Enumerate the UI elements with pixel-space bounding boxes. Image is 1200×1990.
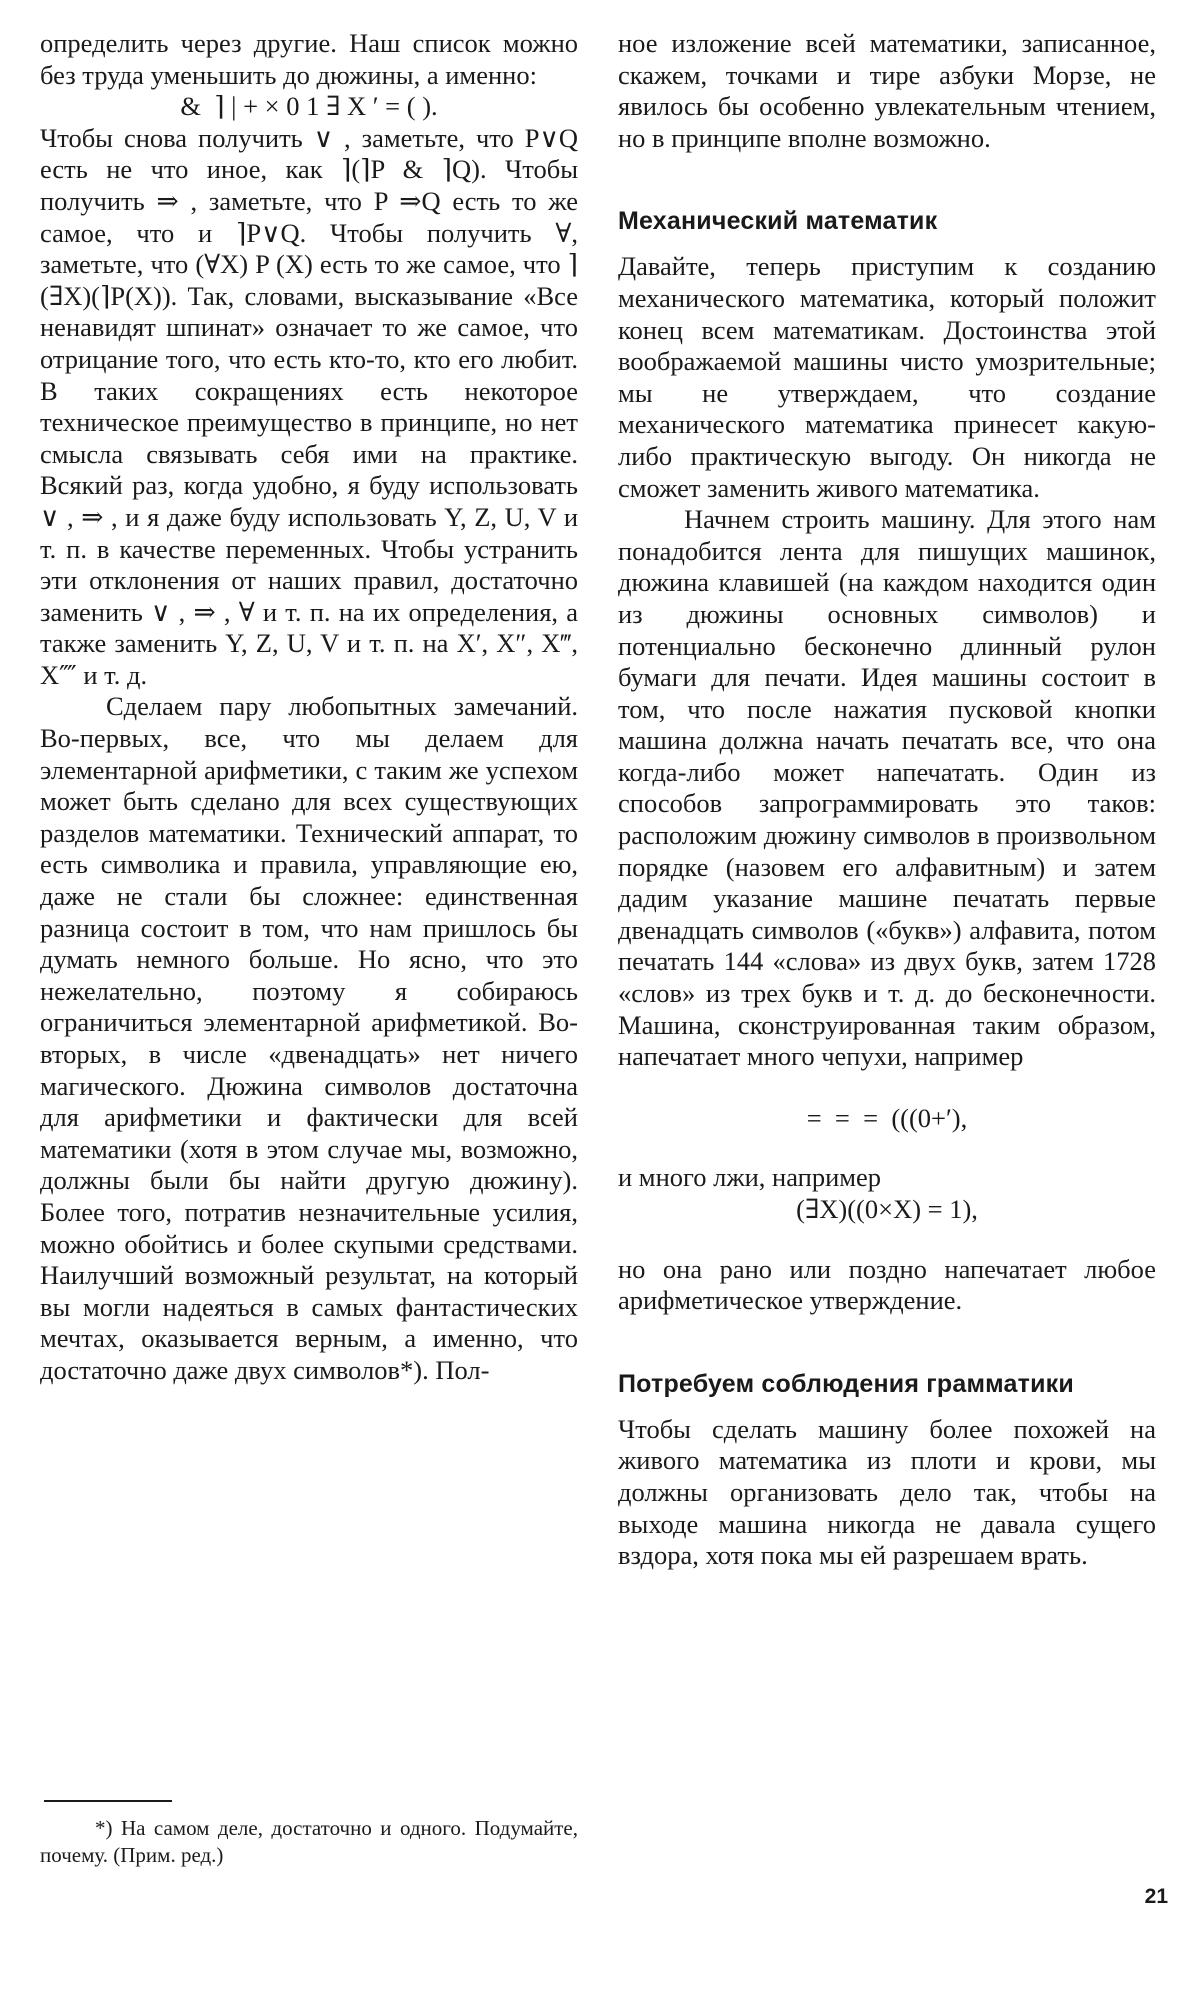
section-heading: Механический математик: [618, 207, 938, 236]
footnote: *) На самом деле, достаточно и одного. Подумайте, почему. (Прим. ред.): [40, 1816, 578, 1867]
paragraph: ное изложение всей математики, записанное, скажем, точками и тире азбуки Морзе, не явилось бы особенно увлекательным чтением, но в принципе вполне возможно.: [618, 28, 1156, 153]
paragraph: Сделаем пару любопытных замечаний. Во-первых, все, что мы делаем для элементарной арифметики, с таким же успехом может быть сделано для всех существующих разделов математики. Технический аппарат, то есть символика и правила, управляющие ею, даже не стали бы сложнее: единственная разница состоит в том, что нам пришлось бы думать немного больше. Но ясно, что это нежелательно, поэтому я собираюсь ограничиться элементарной арифметикой. Во-вторых, в числе «двенадцать» нет ничего магического. Дюжина символов достаточна для арифметики и фактически для всей математики (хотя в этом случае мы, возможно, должны были бы найти другую дюжину). Более того, потратив незначительные усилия, можно обойтись и более скупыми средствами. Наилучший возможный результат, на который вы могли надеяться в самых фантастических мечтах, оказывается верным, а именно, что достаточно даже двух символов*). Пол-: [40, 691, 578, 1385]
footnote-rule: [44, 1800, 172, 1802]
left-column: [40, 28, 578, 1387]
paragraph: но она рано или поздно напечатает любое арифметическое утверждение.: [618, 1253, 1156, 1316]
paragraph: Начнем строить машину. Для этого нам понадобится лента для пишущих машинок, дюжина клавишей (на каждом находится один из дюжины основных символов) и потенциально бесконечно длинный рулон бумаги для печати. Идея машины состоит в том, что после нажатия пусковой кнопки машина должна начать печатать все, что она когда-либо может напечатать. Один из способов запрограммировать это таков: расположим дюжину символов в произвольном порядке (назовем его алфавитным) и затем дадим указание машине печатать первые двенадцать символов («букв») алфавита, потом печатать 144 «слова» из двух букв, затем 1728 «слов» из трех букв и т. д. до бесконечности. Машина, сконструированная таким образом, напечатает много чепухи, например: [618, 504, 1156, 1072]
section-heading: Потребуем соблюдения грамматики: [618, 1369, 1074, 1398]
paragraph: Давайте, теперь приступим к созданию механического математика, который положит конец всем математикам. Достоинства этой воображаемой машины чисто умозрительные; мы не утверждаем, что создание механического математика принесет какую-либо практическую выгоду. Он никогда не сможет заменить живого математика.: [618, 251, 1156, 503]
false-formula: (∃X)((0×X) = 1),: [796, 1194, 978, 1224]
paragraph: и много лжи, например: [618, 1162, 882, 1193]
paragraph: Чтобы сделать машину более похожей на живого математика из плоти и крови, мы должны организовать дело так, чтобы на выходе машина никогда не давала сущего вздора, хотя пока мы ей разрешаем врать.: [618, 1413, 1156, 1571]
page-number: 21: [1144, 1885, 1168, 1908]
nonsense-formula: = = = (((0+′),: [806, 1102, 968, 1133]
paragraph: определить через другие. Наш список можно без труда уменьшить до дюжины, а именно:: [40, 28, 578, 90]
right-column: [618, 28, 1156, 1572]
symbol-list-formula: & ⌉ | + × 0 1 ∃ X ′ = ( ).: [180, 91, 438, 122]
paragraph: Чтобы снова получить ∨ , заметьте, что P∨Q есть не что иное, как ⌉(⌉P & ⌉Q). Чтобы получить ⇒ , заметьте, что P ⇒Q есть то же самое, что и ⌉P∨Q. Чтобы получить ∀, заметьте, что (∀X) P (X) есть то же самое, что ⌉(∃X)(⌉P(X)). Так, словами, высказывание «Все ненавидят шпинат» означает то же самое, что отрицание того, что есть кто-то, кто его любит. В таких сокращениях есть некоторое техническое преимущество в принципе, но нет смысла связывать себя ими на практике. Всякий раз, когда удобно, я буду использовать ∨ , ⇒ , и я даже буду использовать Y, Z, U, V и т. п. в качестве переменных. Чтобы устранить эти отклонения от наших правил, достаточно заменить ∨ , ⇒ , ∀ и т. п. на их определения, а также заменить Y, Z, U, V и т. п. на X′, X″, X‴, X⁗ и т. д.: [40, 122, 578, 690]
